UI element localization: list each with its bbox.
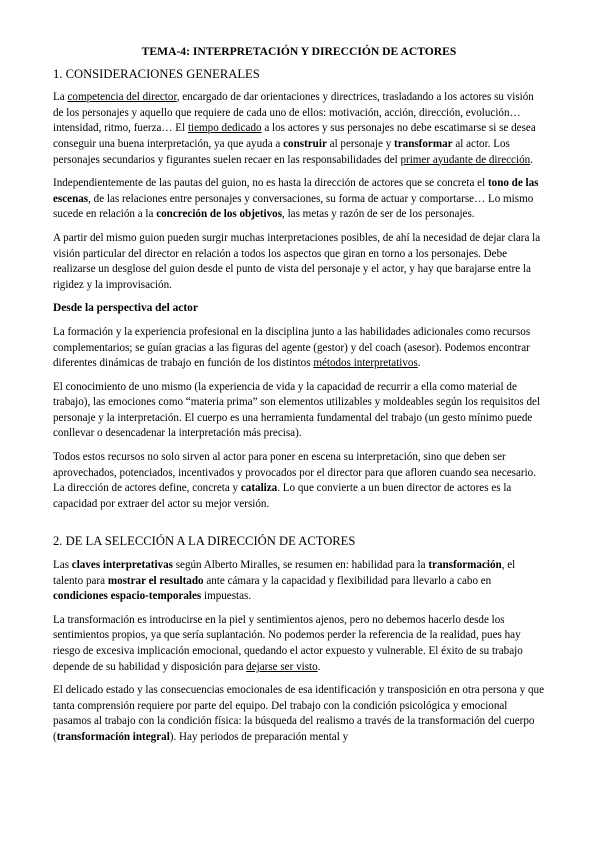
text-run: El delicado estado y las consecuencias emocionales de esa identificación y transposición en otra persona y que tanta comprensión requiere por parte del equipo. Del trabajo con la condición psicológica y emocional pasamos al trabajo con la condición física: la búsqueda del realismo a través de la transformación del cuerpo ( [53, 684, 545, 743]
section-2-heading: 2. DE LA SELECCIÓN A LA DIRECCIÓN DE ACTORES [53, 534, 356, 549]
text-run: , las metas y razón de ser de los personajes. [282, 208, 475, 221]
text-run: al actor. Los personajes secundarios y figurantes suelen recaer en las responsabilidades del [53, 137, 510, 166]
paragraph [53, 683, 545, 745]
bold-term: transformar [394, 137, 453, 150]
text-run: impuestas. [201, 590, 252, 603]
bold-term: condiciones espacio-temporales [53, 590, 202, 603]
section-1-body [53, 90, 545, 293]
bold-term: claves interpretativas [71, 559, 173, 572]
text-run: A partir del mismo guion pueden surgir muchas interpretaciones posibles, de ahí la necesidad de dejar clara la visión particular del director en relación a todos los aspectos que giran en torno a los personajes. Debe realizarse un desglose del guion desde el punto de vista del personaje y el actor, y hay que barajarse entre la rigidez y la improvisación. [53, 231, 541, 291]
paragraph [53, 380, 545, 442]
paragraph [53, 90, 545, 168]
text-run: ante cámara y la capacidad y flexibilidad para llevarlo a cabo en [203, 574, 492, 587]
text-run: . [417, 357, 421, 370]
section-1-heading: 1. CONSIDERACIONES GENERALES [53, 66, 260, 81]
underlined-term: dejarse ser visto [246, 660, 318, 673]
underlined-term: primer ayudante de dirección [400, 153, 531, 166]
section-1-subsection-body [53, 325, 545, 513]
text-run: . Lo que convierte a un buen director de actores es la capacidad por extraer del actor su mejor versión. [53, 482, 512, 510]
text-run: La transformación es introducirse en la piel y sentimientos ajenos, pero no debemos hacerlo desde los sentimientos propios, ya que sería suplantación. No podemos perder la referencia de la realidad, pues hay riesgo de excesiva implicación emocional, quedando el actor expuesto y vulnerable. El éxito de su trabajo depende de su habilidad y disposición para [53, 613, 523, 673]
bold-term: mostrar el resultado [107, 574, 204, 587]
text-run: La [53, 91, 68, 104]
text-run: a los actores y sus personajes no debe escatimarse si se desea conseguir una buena interpretación, ya que ayuda a [53, 122, 536, 150]
text-run: La formación y la experiencia profesional en la disciplina junto a las habilidades adicionales como recursos complementarios; se guían gracias a las figuras del agente (gestor) y del coach (asesor). Podemos encontrar diferentes dinámicas de trabajo en función de los distintos [53, 325, 531, 370]
bold-term: construir [283, 137, 327, 150]
text-run: Las [53, 559, 72, 572]
underlined-term: competencia del director [67, 91, 177, 104]
underlined-term: métodos interpretativos [313, 357, 418, 370]
text-run: ). Hay periodos de preparación mental y [169, 730, 349, 743]
document-title: TEMA-4: INTERPRETACIÓN Y DIRECCIÓN DE ACTORES [141, 45, 457, 58]
paragraph [53, 450, 545, 512]
text-run: , encargado de dar orientaciones y directrices, trasladando a los actores su visión de los personajes y aquello que requiere de cada uno de ellos: motivación, acción, dirección, evolución… intensidad, ritmo, fuerza… El [53, 91, 534, 135]
bold-term: transformación integral [56, 730, 170, 743]
bold-term: tono de las escenas [53, 177, 539, 205]
text-run: , de las relaciones entre personajes y conversaciones, su forma de actuar y comportarse… Lo mismo sucede en relación a la [53, 192, 534, 221]
underlined-term: tiempo dedicado [187, 122, 262, 135]
text-run: Todos estos recursos no solo sirven al actor para poner en escena su interpretación, sino que deben ser aprovechados, potenciados, incentivados y provocados por el director para que afloren cuando sea necesario. La dirección de actores define, concreta y [53, 451, 537, 495]
paragraph [53, 558, 545, 605]
paragraph [53, 613, 545, 675]
text-run: . [317, 660, 321, 673]
text-run: Independientemente de las pautas del guion, no es hasta la dirección de actores que se concreta el [53, 177, 488, 190]
bold-term: concreción de los objetivos [156, 208, 283, 221]
text-run: al personaje y [326, 137, 395, 150]
section-1-subheading: Desde la perspectiva del actor [53, 302, 198, 315]
text-run: , el talento para [53, 559, 516, 587]
paragraph [53, 325, 545, 372]
text-run: El conocimiento de uno mismo (la experiencia de vida y la capacidad de recurrir a ella como material de trabajo), las emociones como “materia prima” son elementos utilizables y moldeables según los requisitos del personaje y la interpretación. El cuerpo es una herramienta fundamental del trabajo (un gesto mínimo puede conllevar o desencadenar la interpretación más precisa). [53, 380, 541, 440]
paragraph [53, 176, 545, 223]
bold-term: cataliza [240, 482, 278, 495]
paragraph [53, 231, 545, 293]
bold-term: transformación [428, 559, 502, 572]
text-run: . [530, 153, 533, 166]
section-2-body [53, 558, 545, 746]
text-run: según Alberto Miralles, se resumen en: habilidad para la [172, 559, 429, 572]
